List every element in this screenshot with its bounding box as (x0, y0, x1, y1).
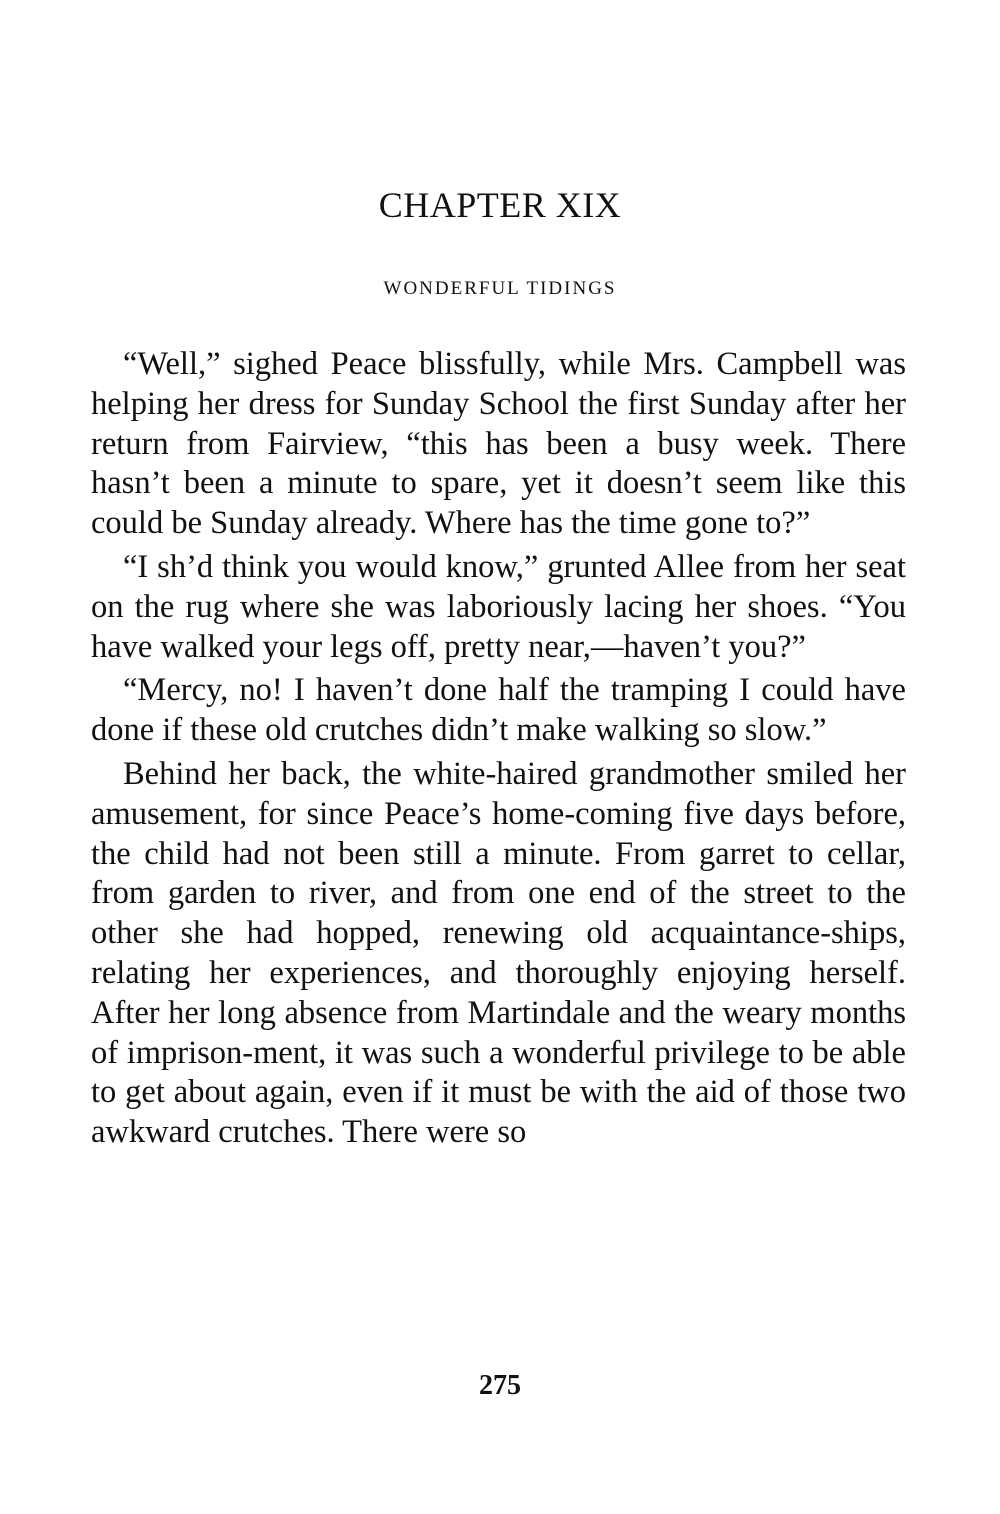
chapter-title: CHAPTER XIX (378, 185, 622, 225)
page-number: 275 (479, 1370, 521, 1401)
body-text (91, 345, 906, 1157)
chapter-subtitle: WONDERFUL TIDINGS (383, 278, 617, 299)
paragraph: “Mercy, no! I haven’t done half the tramping I could have done if these old crutches didn’t make walking so slow.” (91, 672, 906, 749)
paragraph: “I sh’d think you would know,” grunted Allee from her seat on the rug where she was laboriously lacing her shoes. “You have walked your legs off, pretty near,—haven’t you?” (91, 548, 906, 665)
paragraph: “Well,” sighed Peace blissfully, while Mrs. Campbell was helping her dress for Sunday School the first Sunday after her return from Fairview, “this has been a busy week. There hasn’t been a minute to spare, yet it doesn’t seem like this could be Sunday already. Where has the time gone to?” (91, 346, 906, 542)
paragraph: Behind her back, the white-haired grandmother smiled her amusement, for since Peace’s home-coming five days before, the child had not been still a minute. From garret to cellar, from garden to river, and from one end of the street to the other she had hopped, renewing old acquaintance-ships, relating her experiences, and thoroughly enjoying herself. After her long absence from Martindale and the weary months of imprison-ment, it was such a wonderful privilege to be able to get about again, even if it must be with the aid of those two awkward crutches. There were so (91, 755, 906, 1151)
